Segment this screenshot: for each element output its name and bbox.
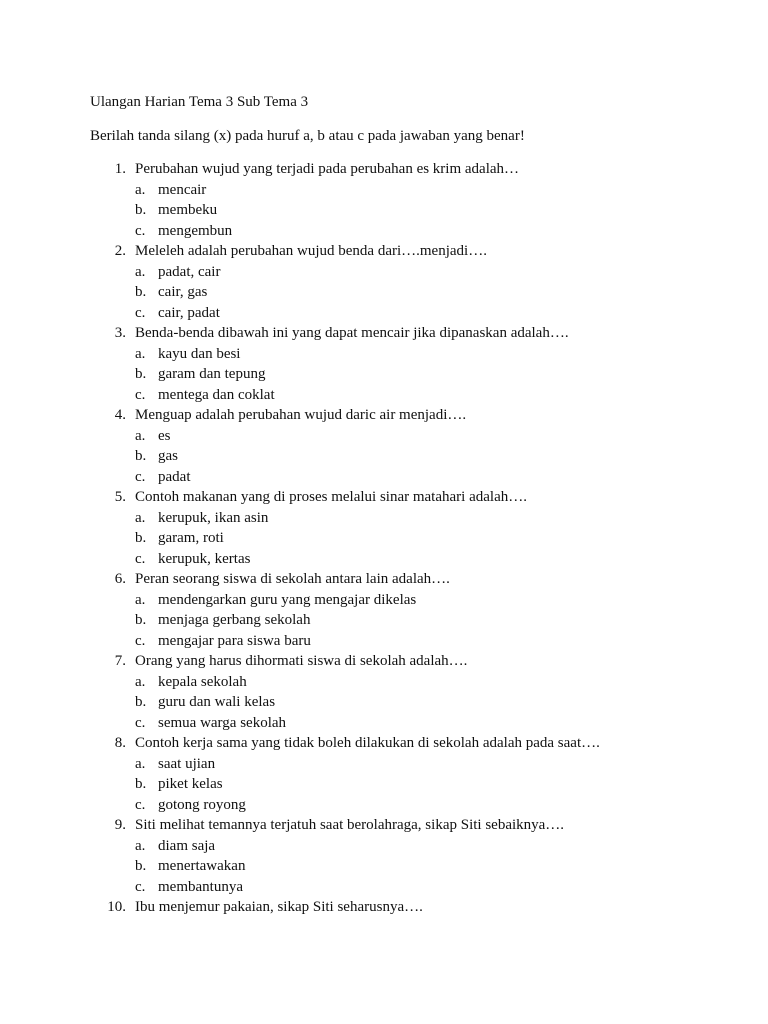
- question-text: Peran seorang siswa di sekolah antara lain adalah….: [135, 571, 450, 587]
- answer-option: [0, 180, 768, 201]
- option-letter: b.: [135, 530, 147, 546]
- option-text: mentega dan coklat: [158, 386, 275, 403]
- question-number: 8.: [114, 735, 126, 751]
- option-letter: b.: [135, 202, 147, 218]
- option-text: kayu dan besi: [158, 345, 241, 362]
- answer-option: [0, 508, 768, 529]
- question-text: Siti melihat temannya terjatuh saat berolahraga, sikap Siti sebaiknya….: [135, 817, 565, 833]
- option-letter: c.: [135, 714, 146, 731]
- answer-option: [0, 774, 768, 795]
- option-letter: a.: [135, 591, 146, 608]
- answer-option: [0, 836, 768, 857]
- option-text: mencair: [158, 181, 207, 198]
- question-number: 10.: [107, 899, 126, 915]
- question-text: Ibu menjemur pakaian, sikap Siti seharusnya….: [135, 899, 423, 915]
- option-text: piket kelas: [158, 776, 223, 792]
- option-text: mendengarkan guru yang mengajar dikelas: [158, 591, 417, 608]
- answer-option: [0, 344, 768, 365]
- option-letter: b.: [135, 776, 147, 792]
- option-text: membantunya: [158, 878, 243, 895]
- question-item: [0, 569, 768, 590]
- question-item: [0, 405, 768, 426]
- question-item: [0, 323, 768, 344]
- option-letter: b.: [135, 366, 147, 382]
- option-letter: a.: [135, 181, 146, 198]
- option-text: kerupuk, ikan asin: [158, 509, 269, 526]
- answer-option: [0, 795, 768, 816]
- question-text: Orang yang harus dihormati siswa di sekolah adalah….: [135, 653, 468, 669]
- option-letter: a.: [135, 263, 146, 280]
- option-text: kepala sekolah: [158, 673, 247, 690]
- option-text: saat ujian: [158, 755, 216, 772]
- question-item: [0, 815, 768, 836]
- option-text: membeku: [158, 202, 218, 218]
- option-letter: a.: [135, 837, 146, 854]
- answer-option: [0, 877, 768, 898]
- option-text: diam saja: [158, 837, 216, 854]
- option-letter: b.: [135, 858, 147, 874]
- option-text: mengajar para siswa baru: [158, 632, 311, 649]
- option-text: padat: [158, 468, 191, 485]
- option-letter: b.: [135, 284, 147, 300]
- answer-option: [0, 713, 768, 734]
- option-letter: a.: [135, 755, 146, 772]
- question-item: [0, 241, 768, 262]
- question-item: [0, 487, 768, 508]
- question-text: Meleleh adalah perubahan wujud benda dari….menjadi….: [135, 243, 487, 259]
- document-instruction: Berilah tanda silang (x) pada huruf a, b atau c pada jawaban yang benar!: [90, 128, 525, 144]
- answer-option: [0, 364, 768, 385]
- answer-option: [0, 446, 768, 467]
- option-letter: a.: [135, 427, 146, 444]
- option-letter: c.: [135, 222, 146, 239]
- option-letter: b.: [135, 448, 147, 464]
- option-text: es: [158, 427, 171, 444]
- question-number: 6.: [114, 571, 126, 587]
- answer-option: [0, 856, 768, 877]
- question-item: [0, 897, 768, 918]
- option-letter: a.: [135, 673, 146, 690]
- option-text: kerupuk, kertas: [158, 550, 251, 567]
- question-list: [0, 159, 768, 918]
- answer-option: [0, 631, 768, 652]
- question-number: 3.: [114, 325, 126, 341]
- option-letter: c.: [135, 468, 146, 485]
- question-text: Menguap adalah perubahan wujud daric air menjadi….: [135, 407, 467, 423]
- question-text: Contoh kerja sama yang tidak boleh dilakukan di sekolah adalah pada saat….: [135, 735, 600, 751]
- answer-option: [0, 754, 768, 775]
- question-number: 5.: [114, 489, 126, 505]
- option-letter: c.: [135, 386, 146, 403]
- answer-option: [0, 221, 768, 242]
- question-item: [0, 733, 768, 754]
- answer-option: [0, 528, 768, 549]
- option-text: padat, cair: [158, 263, 221, 280]
- option-text: guru dan wali kelas: [158, 694, 276, 710]
- answer-option: [0, 385, 768, 406]
- question-item: [0, 651, 768, 672]
- option-text: garam dan tepung: [158, 366, 266, 382]
- question-item: [0, 159, 768, 180]
- answer-option: [0, 610, 768, 631]
- question-text: Perubahan wujud yang terjadi pada perubahan es krim adalah…: [135, 161, 520, 177]
- question-text: Contoh makanan yang di proses melalui sinar matahari adalah….: [135, 489, 527, 505]
- answer-option: [0, 426, 768, 447]
- answer-option: [0, 549, 768, 570]
- option-text: menjaga gerbang sekolah: [158, 612, 311, 628]
- option-letter: c.: [135, 550, 146, 567]
- option-letter: a.: [135, 345, 146, 362]
- question-number: 4.: [114, 407, 126, 423]
- answer-option: [0, 692, 768, 713]
- document-title: Ulangan Harian Tema 3 Sub Tema 3: [90, 94, 309, 110]
- option-letter: b.: [135, 612, 147, 628]
- option-letter: c.: [135, 632, 146, 649]
- option-text: garam, roti: [158, 530, 224, 546]
- answer-option: [0, 672, 768, 693]
- option-letter: a.: [135, 509, 146, 526]
- option-letter: b.: [135, 694, 147, 710]
- question-text: Benda-benda dibawah ini yang dapat mencair jika dipanaskan adalah….: [135, 325, 569, 341]
- option-text: menertawakan: [158, 858, 246, 874]
- option-text: gas: [158, 448, 178, 464]
- answer-option: [0, 303, 768, 324]
- option-letter: c.: [135, 304, 146, 321]
- answer-option: [0, 200, 768, 221]
- answer-option: [0, 262, 768, 283]
- question-number: 1.: [114, 161, 126, 177]
- question-number: 2.: [114, 243, 126, 259]
- option-text: gotong royong: [158, 796, 246, 813]
- question-number: 9.: [114, 817, 126, 833]
- option-text: mengembun: [158, 222, 233, 239]
- option-letter: c.: [135, 878, 146, 895]
- option-text: cair, gas: [158, 284, 208, 300]
- answer-option: [0, 590, 768, 611]
- option-letter: c.: [135, 796, 146, 813]
- answer-option: [0, 282, 768, 303]
- question-number: 7.: [114, 653, 126, 669]
- option-text: cair, padat: [158, 304, 220, 321]
- option-text: semua warga sekolah: [158, 714, 287, 731]
- answer-option: [0, 467, 768, 488]
